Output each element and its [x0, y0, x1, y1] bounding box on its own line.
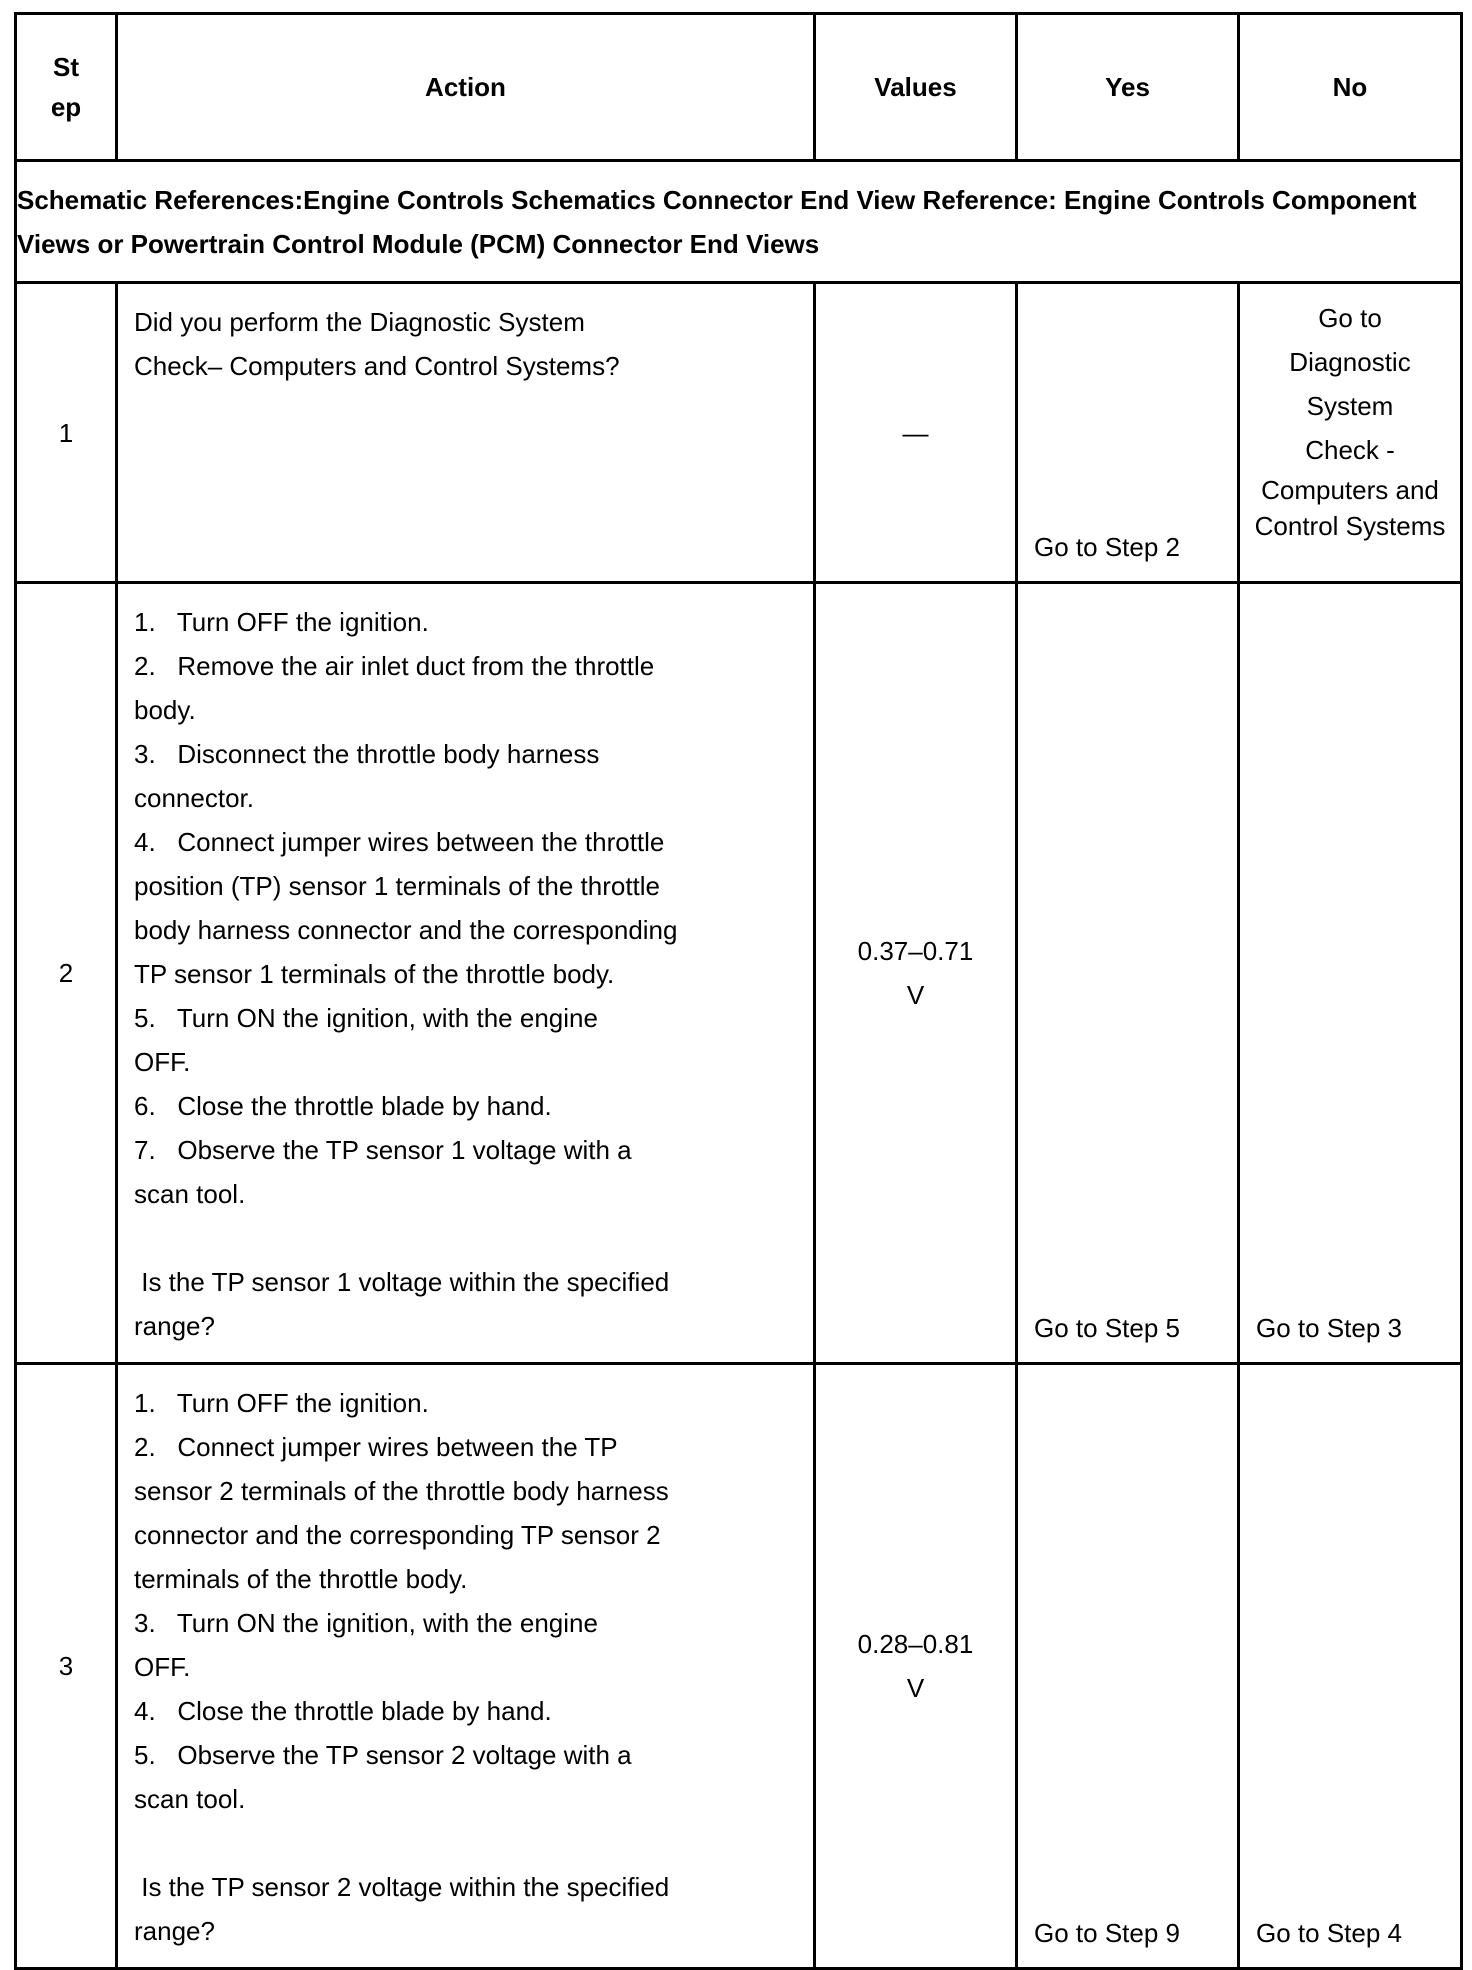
question-line: Is the TP sensor 2 voltage within the specified — [134, 1872, 670, 1902]
no-cell: Go to Step 4 — [1239, 1364, 1462, 1969]
action-line: 2. Remove the air inlet duct from the throttle — [134, 651, 655, 681]
no-line: Diagnostic — [1289, 347, 1411, 377]
no-cell — [1239, 283, 1462, 583]
action-line: 5. Turn ON the ignition, with the engine — [134, 1003, 598, 1033]
values-cell — [815, 283, 1017, 583]
values-cell — [815, 583, 1017, 1364]
table-row — [16, 1364, 1462, 1969]
action-line: 3. Turn ON the ignition, with the engine — [134, 1608, 598, 1638]
action-line: connector and the corresponding TP sensor 2 — [134, 1520, 661, 1550]
no-line: Control Systems — [1254, 511, 1446, 541]
value-line: — — [902, 417, 929, 448]
action-line: sensor 2 terminals of the throttle body harness — [134, 1476, 669, 1506]
value-line: V — [906, 980, 925, 1010]
table-row — [16, 583, 1462, 1364]
question-line: range? — [134, 1311, 215, 1341]
step-number: 1 — [16, 283, 117, 583]
value-line: V — [906, 1673, 925, 1703]
action-line: position (TP) sensor 1 terminals of the throttle — [134, 871, 661, 901]
action-line: 1. Turn OFF the ignition. — [134, 607, 429, 637]
action-line: terminals of the throttle body. — [134, 1564, 468, 1594]
action-line: 4. Connect jumper wires between the throttle — [134, 827, 665, 857]
values-cell — [815, 1364, 1017, 1969]
no-line: Check - — [1305, 435, 1395, 465]
schematic-references: Schematic References:Engine Controls Schematics Connector End View Reference: Engine Controls Component Views or Powertrain Control Module (PCM) Connector End Views — [16, 161, 1462, 283]
diagnostic-table — [14, 12, 1463, 1970]
no-line: System — [1306, 391, 1394, 421]
question-line: range? — [134, 1916, 215, 1946]
header-row — [16, 14, 1462, 161]
header-values: Values — [815, 14, 1017, 161]
value-line: 0.28–0.81 — [857, 1629, 974, 1659]
value-line: 0.37–0.71 — [857, 936, 974, 966]
header-step: St ep — [16, 14, 117, 161]
yes-cell: Go to Step 5 — [1017, 583, 1239, 1364]
action-line: TP sensor 1 terminals of the throttle body. — [134, 959, 615, 989]
action-line: body. — [134, 695, 196, 725]
yes-cell: Go to Step 9 — [1017, 1364, 1239, 1969]
action-line: 6. Close the throttle blade by hand. — [134, 1091, 552, 1121]
action-cell — [117, 1364, 815, 1969]
action-line: 7. Observe the TP sensor 1 voltage with a — [134, 1135, 632, 1165]
header-action: Action — [117, 14, 815, 161]
action-line: Check– Computers and Control Systems? — [134, 351, 620, 381]
step-number: 3 — [16, 1364, 117, 1969]
action-line: 5. Observe the TP sensor 2 voltage with a — [134, 1740, 632, 1770]
header-no: No — [1239, 14, 1462, 161]
action-line: 2. Connect jumper wires between the TP — [134, 1432, 618, 1462]
action-line: OFF. — [134, 1652, 191, 1682]
action-line: scan tool. — [134, 1784, 246, 1814]
no-line: Go to — [1318, 303, 1382, 333]
action-line: OFF. — [134, 1047, 191, 1077]
action-line: connector. — [134, 783, 254, 813]
reference-row — [16, 161, 1462, 283]
action-line: 4. Close the throttle blade by hand. — [134, 1696, 552, 1726]
action-line: 3. Disconnect the throttle body harness — [134, 739, 600, 769]
action-line: body harness connector and the corresponding — [134, 915, 678, 945]
table-row — [16, 283, 1462, 583]
action-cell — [117, 583, 815, 1364]
step-number: 2 — [16, 583, 117, 1364]
action-line: scan tool. — [134, 1179, 246, 1209]
action-line: Did you perform the Diagnostic System — [134, 307, 585, 337]
yes-cell: Go to Step 2 — [1017, 283, 1239, 583]
action-cell — [117, 283, 815, 583]
no-line: Computers and — [1261, 475, 1439, 505]
no-cell: Go to Step 3 — [1239, 583, 1462, 1364]
action-line: 1. Turn OFF the ignition. — [134, 1388, 429, 1418]
header-yes: Yes — [1017, 14, 1239, 161]
question-line: Is the TP sensor 1 voltage within the specified — [134, 1267, 670, 1297]
